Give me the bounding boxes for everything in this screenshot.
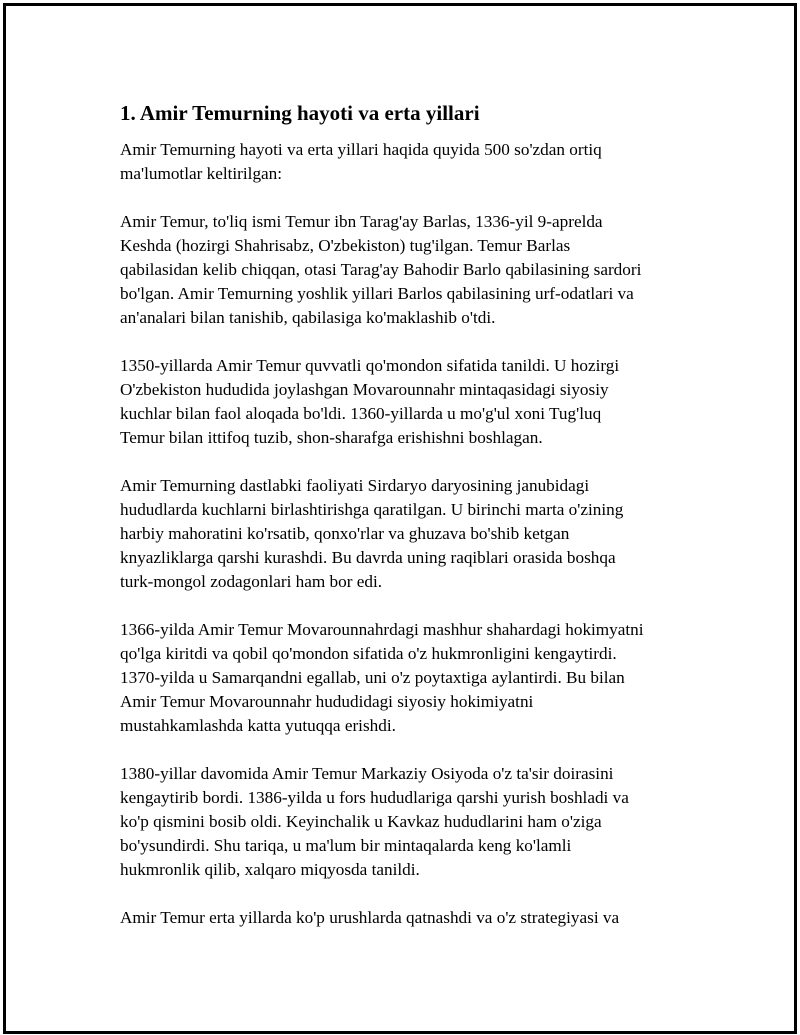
text-line: kuchlar bilan faol aloqada bo'ldi. 1360-yillarda u mo'g'ul xoni Tug'luq — [120, 404, 602, 423]
text-line: Amir Temurning hayoti va erta yillari haqida quyida 500 so'zdan ortiq — [120, 140, 602, 159]
text-line: knyazliklarga qarshi kurashdi. Bu davrda uning raqiblari orasida boshqa — [120, 548, 616, 567]
paragraph — [120, 762, 720, 882]
section-title: 1. Amir Temurning hayoti va erta yillari — [120, 101, 480, 125]
text-line: ko'p qismini bosib oldi. Keyinchalik u Kavkaz hududlarini ham o'ziga — [120, 812, 602, 831]
text-line: 1350-yillarda Amir Temur quvvatli qo'mondon sifatida tanildi. U hozirgi — [120, 356, 620, 375]
text-line: Amir Temurning dastlabki faoliyati Sirdaryo daryosining janubidagi — [120, 476, 590, 495]
paragraph — [120, 354, 720, 450]
paragraph — [120, 210, 720, 330]
paragraph-list — [120, 138, 720, 930]
text-line: 1366-yilda Amir Temur Movarounnahrdagi mashhur shahardagi hokimyatni — [120, 620, 644, 639]
text-line: ma'lumotlar keltirilgan: — [120, 164, 283, 183]
paragraph — [120, 906, 720, 930]
paragraph — [120, 138, 720, 186]
text-line: Amir Temur erta yillarda ko'p urushlarda qatnashdi va o'z strategiyasi va — [120, 908, 620, 927]
text-line: harbiy mahoratini ko'rsatib, qonxo'rlar va ghuzava bo'shib ketgan — [120, 524, 570, 543]
text-line: bo'lgan. Amir Temurning yoshlik yillari Barlos qabilasining urf-odatlari va — [120, 284, 634, 303]
document-body — [120, 98, 720, 930]
text-line: hududlarda kuchlarni birlashtirishga qaratilgan. U birinchi marta o'zining — [120, 500, 624, 519]
text-line: qo'lga kiritdi va qobil qo'mondon sifatida o'z hukmronligini kengaytirdi. — [120, 644, 617, 663]
text-line: O'zbekiston hududida joylashgan Movarounnahr mintaqasidagi siyosiy — [120, 380, 609, 399]
text-line: Keshda (hozirgi Shahrisabz, O'zbekiston) tug'ilgan. Temur Barlas — [120, 236, 571, 255]
paragraph — [120, 618, 720, 738]
text-line: Amir Temur Movarounnahr hududidagi siyosiy hokimiyatni — [120, 692, 534, 711]
text-line: kengaytirib bordi. 1386-yilda u fors hududlariga qarshi yurish boshladi va — [120, 788, 629, 807]
paragraph — [120, 474, 720, 594]
text-line: qabilasidan kelib chiqqan, otasi Tarag'ay Bahodir Barlo qabilasining sardori — [120, 260, 642, 279]
text-line: 1380-yillar davomida Amir Temur Markaziy Osiyoda o'z ta'sir doirasini — [120, 764, 614, 783]
text-line: an'analari bilan tanishib, qabilasiga ko'maklashib o'tdi. — [120, 308, 496, 327]
text-line: hukmronlik qilib, xalqaro miqyosda tanildi. — [120, 860, 420, 879]
text-line: 1370-yilda u Samarqandni egallab, uni o'z poytaxtiga aylantirdi. Bu bilan — [120, 668, 625, 687]
page-frame — [3, 3, 797, 1034]
text-line: turk-mongol zodagonlari ham bor edi. — [120, 572, 383, 591]
text-line: mustahkamlashda katta yutuqqa erishdi. — [120, 716, 396, 735]
text-line: Temur bilan ittifoq tuzib, shon-sharafga erishishni boshlagan. — [120, 428, 543, 447]
text-line: bo'ysundirdi. Shu tariqa, u ma'lum bir mintaqalarda keng ko'lamli — [120, 836, 572, 855]
text-line: Amir Temur, to'liq ismi Temur ibn Tarag'ay Barlas, 1336-yil 9-aprelda — [120, 212, 603, 231]
